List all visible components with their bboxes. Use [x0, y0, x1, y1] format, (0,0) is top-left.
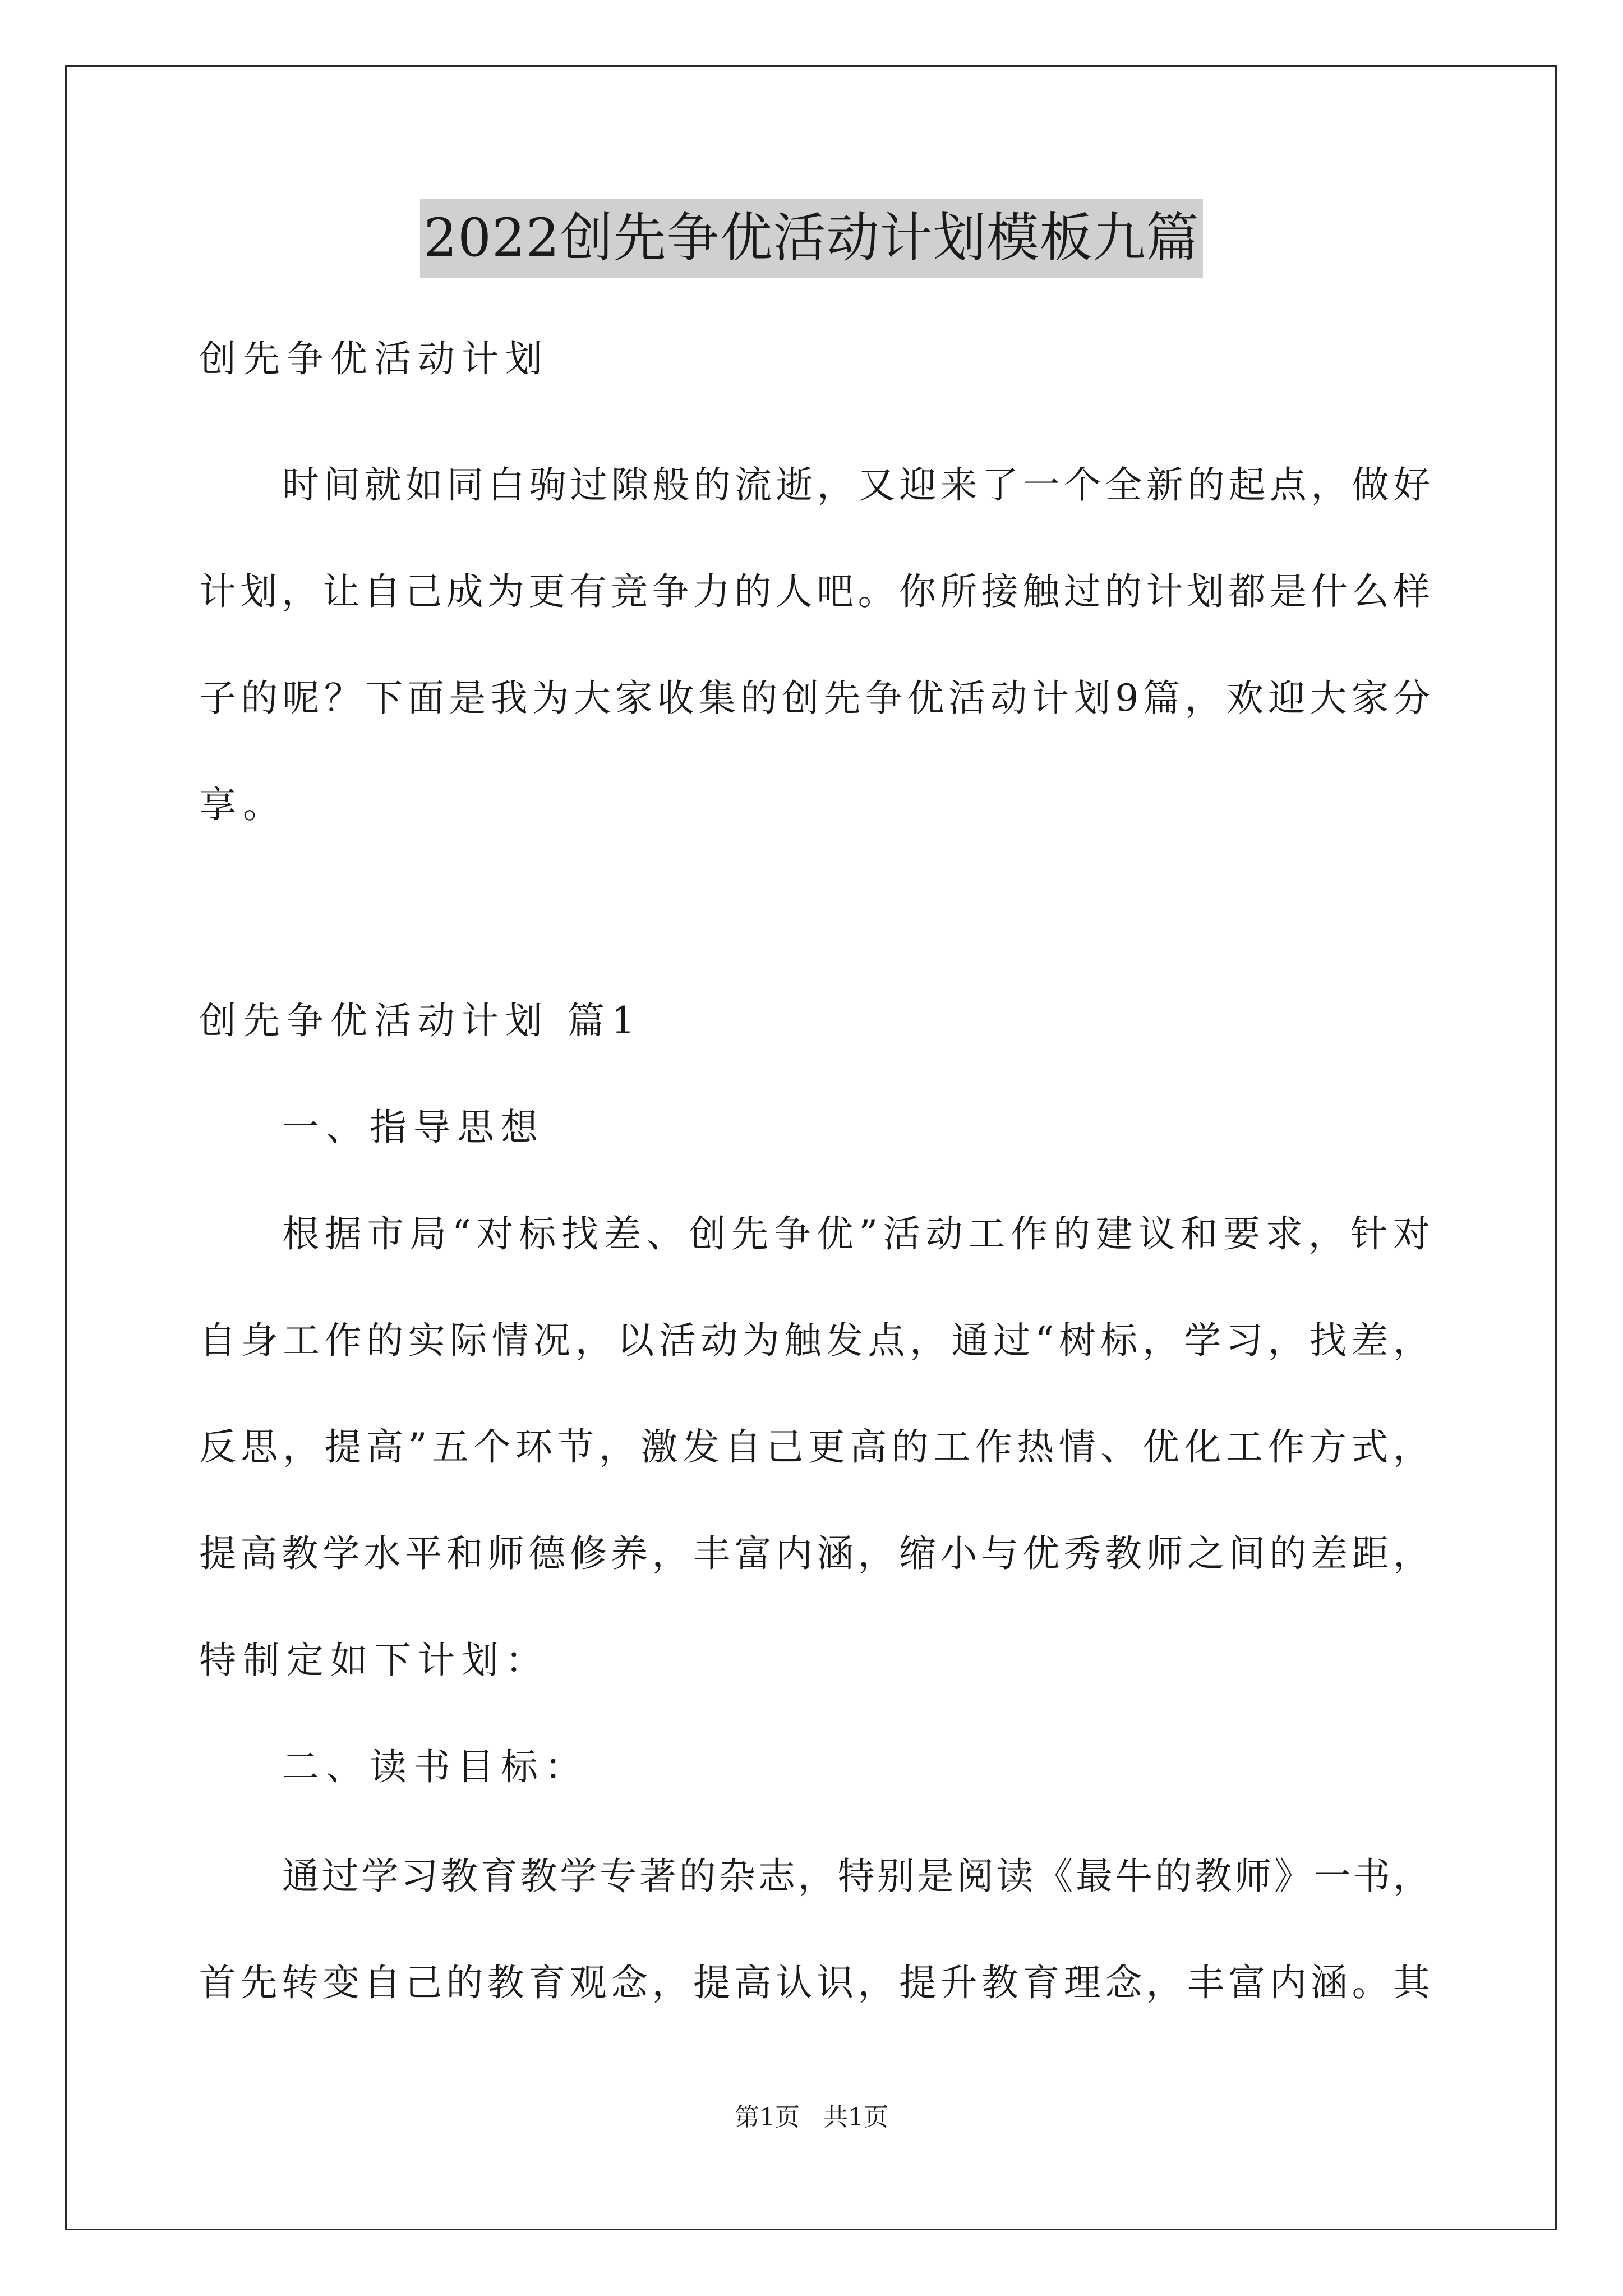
paragraph-line: 享。 — [199, 783, 287, 826]
paragraph-line: 时间就如同白驹过隙般的流逝，又迎来了一个全新的起点，做好 — [282, 463, 1430, 507]
section-heading: 创先争优活动计划 — [199, 337, 549, 380]
paragraph-line: 子的呢？下面是我为大家收集的创先争优活动计划9篇，欢迎大家分 — [199, 677, 1430, 720]
subsection-heading: 二、读书目标： — [282, 1745, 588, 1788]
paragraph-line: 计划，让自己成为更有竞争力的人吧。你所接触过的计划都是什么样 — [199, 570, 1430, 613]
paragraph-line: 通过学习教育教学专著的杂志，特别是阅读《最牛的教师》一书， — [282, 1855, 1430, 1898]
paragraph-line: 首先转变自己的教育观念，提高认识，提升教育理念，丰富内涵。其 — [199, 1961, 1430, 2004]
paragraph-line: 自身工作的实际情况，以活动为触发点，通过“树标，学习，找差， — [199, 1319, 1430, 1362]
paragraph-line: 特制定如下计划： — [199, 1639, 549, 1682]
subsection-heading: 一、指导思想 — [282, 1106, 545, 1149]
page-footer: 第1页 共1页 — [735, 2103, 888, 2132]
paragraph-line: 反思，提高”五个环节，激发自己更高的工作热情、优化工作方式， — [199, 1425, 1430, 1469]
paragraph-line: 根据市局“对标找差、创先争优”活动工作的建议和要求，针对 — [282, 1212, 1430, 1255]
paragraph-line: 提高教学水平和师德修养，丰富内涵，缩小与优秀教师之间的差距， — [199, 1532, 1430, 1575]
article-heading: 创先争优活动计划 篇1 — [199, 999, 642, 1042]
document-title-text: 2022创先争优活动计划模板九篇 — [420, 199, 1202, 278]
document-title — [0, 199, 1623, 278]
